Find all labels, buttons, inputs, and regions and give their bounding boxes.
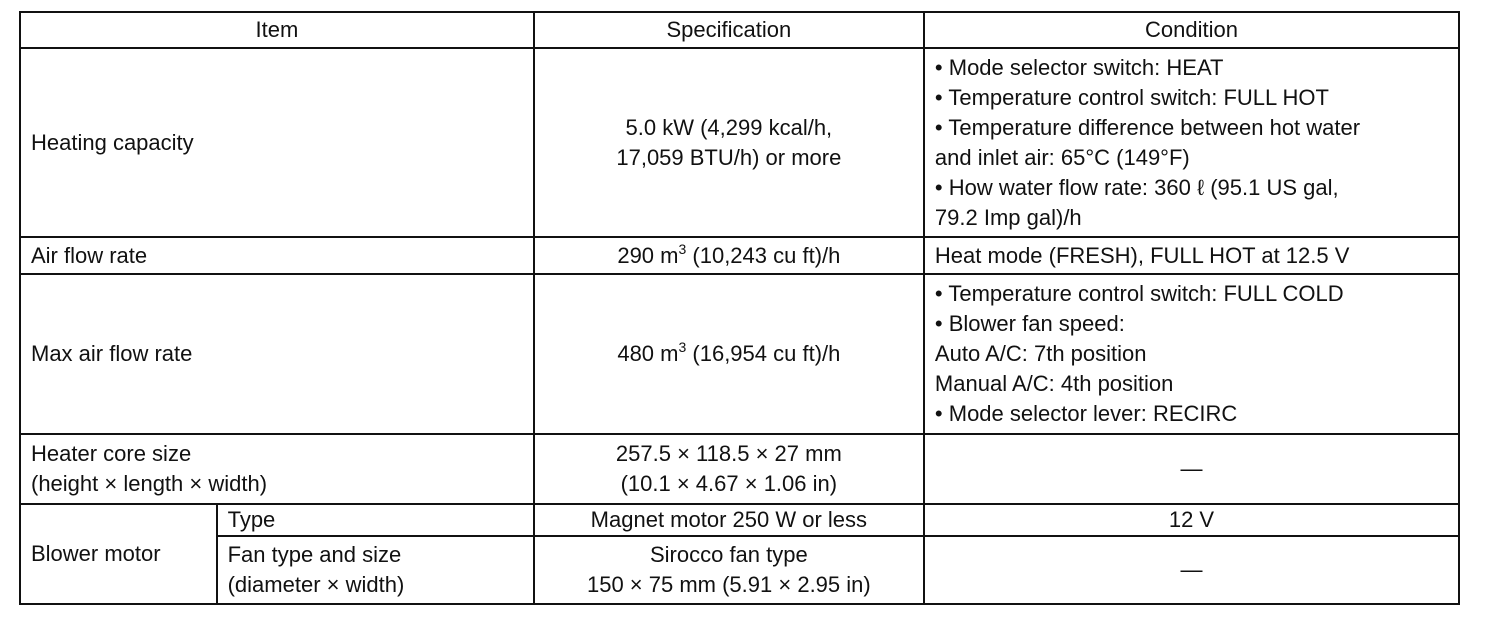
cubic-superscript: 3 (678, 339, 687, 355)
blower-fan-label-line: (diameter × width) (227, 572, 405, 597)
header-condition: Condition (924, 12, 1459, 48)
blower-fan-label-line: Fan type and size (227, 542, 402, 567)
heating-spec-line: 17,059 BTU/h) or more (616, 144, 842, 170)
heatercore-spec-line: (10.1 × 4.67 × 1.06 in) (620, 471, 838, 496)
condition-line: • Mode selector switch: HEAT (935, 53, 1448, 83)
row-blower-fan (20, 536, 1459, 604)
heatercore-spec-line: 257.5 × 118.5 × 27 mm (615, 441, 842, 466)
condition-line: • Blower fan speed: (935, 309, 1448, 339)
blower-fan-condition (924, 536, 1459, 604)
airflow-spec-value: 290 m (617, 242, 679, 268)
condition-line: • Temperature control switch: FULL COLD (935, 279, 1448, 309)
blower-type-spec: Magnet motor 250 W or less (534, 504, 924, 536)
condition-line: Manual A/C: 4th position (934, 371, 1174, 396)
heating-spec-line: 5.0 kW (4,299 kcal/h, (625, 114, 833, 140)
heating-item: Heating capacity (20, 48, 534, 237)
empty-dash: — (1180, 557, 1203, 582)
condition-line: • Temperature difference between hot water (935, 113, 1448, 143)
maxairflow-item: Max air flow rate (20, 274, 534, 434)
row-heater-core-size (20, 434, 1459, 504)
row-heating-capacity (20, 48, 1459, 237)
header-specification: Specification (534, 12, 924, 48)
heatercore-spec (534, 434, 924, 504)
airflow-item: Air flow rate (20, 237, 534, 274)
row-air-flow-rate (20, 237, 1459, 274)
blower-fan-spec (534, 536, 924, 604)
maxairflow-spec-value: 480 m (617, 341, 679, 366)
airflow-spec (534, 237, 924, 274)
condition-line: • Mode selector lever: RECIRC (935, 399, 1448, 429)
condition-line: 79.2 Imp gal)/h (934, 204, 1082, 230)
heatercore-condition (924, 434, 1459, 504)
heatercore-item-line: Heater core size (31, 441, 192, 466)
heating-spec (534, 48, 924, 237)
maxairflow-spec-unit: (16,954 cu ft)/h (686, 341, 841, 366)
blower-type-condition: 12 V (924, 504, 1459, 536)
blower-fan-label (217, 536, 534, 604)
heatercore-item-line: (height × length × width) (31, 471, 268, 496)
heatercore-item (20, 434, 534, 504)
empty-dash: — (1180, 456, 1203, 481)
condition-line: Auto A/C: 7th position (934, 341, 1147, 366)
condition-line: and inlet air: 65°C (149°F) (934, 144, 1190, 170)
cubic-superscript: 3 (678, 240, 687, 257)
airflow-spec-unit: (10,243 cu ft)/h (686, 242, 841, 268)
airflow-condition: Heat mode (FRESH), FULL HOT at 12.5 V (924, 237, 1459, 274)
blower-fan-spec-line: Sirocco fan type (649, 542, 808, 567)
row-max-air-flow-rate (20, 274, 1459, 434)
blower-type-label: Type (217, 504, 534, 536)
maxairflow-condition (924, 274, 1459, 434)
heating-condition (924, 48, 1459, 237)
row-blower-type (20, 504, 1459, 536)
maxairflow-spec (534, 274, 924, 434)
header-row (20, 12, 1459, 48)
specification-table (19, 11, 1460, 605)
blower-fan-spec-line: 150 × 75 mm (5.91 × 2.95 in) (586, 572, 871, 597)
condition-line: • Temperature control switch: FULL HOT (935, 83, 1448, 113)
condition-line: • How water flow rate: 360 ℓ (95.1 US gal, (935, 173, 1448, 203)
header-item: Item (20, 12, 534, 48)
blower-item: Blower motor (20, 504, 217, 604)
